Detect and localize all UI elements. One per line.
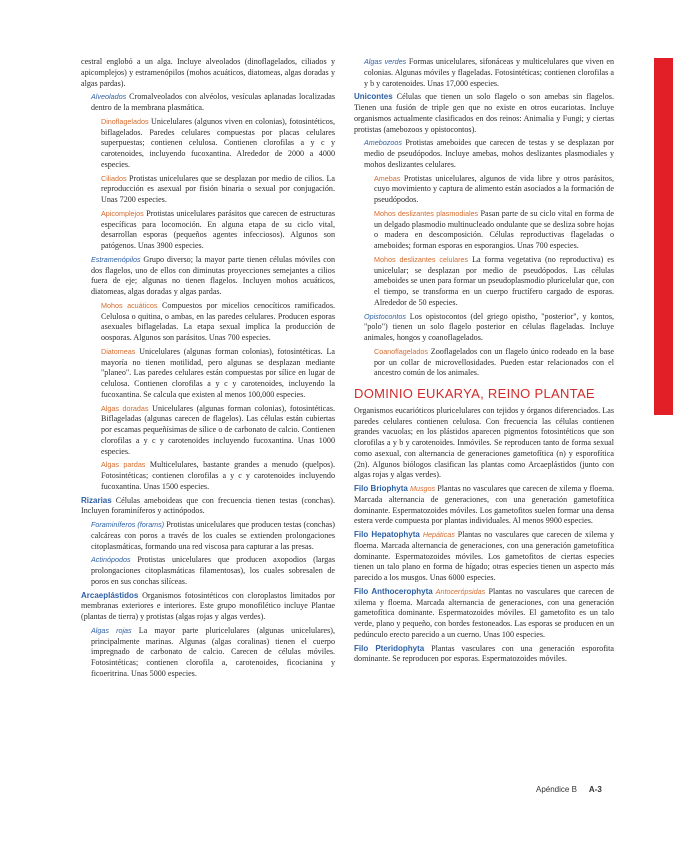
entry-term: Algas pardas (101, 460, 146, 470)
entry-term: Musgos (407, 484, 436, 493)
entry-paragraph (81, 92, 335, 114)
entry-text: Cromalveolados con alvéolos, vesículas aplanadas localizadas dentro de la membrana plasmática. (91, 92, 335, 112)
entry-paragraph (81, 174, 335, 206)
entry-paragraph (354, 530, 614, 584)
entry-paragraph (354, 209, 614, 252)
entry-text: La forma vegetativa (no reproductiva) es unicelular; se desplazan por medio de pseudópodos. Las células ameboides se unen para formar un pseudoplasmodio pluricelular que, con el tiempo, se transforma en un cuerpo fructífero cargado de esporas. Alrededor de 50 especies. (374, 254, 614, 307)
entry-paragraph (81, 255, 335, 298)
entry-text: Los opistocontos (del griego opistho, "posterior", y kontos, "polo") tienen un solo flagelo posterior en células flageladas. Incluye animales, hongos y coanoflagelados. (364, 311, 614, 342)
entry-paragraph (81, 301, 335, 344)
entry-text: Plantas no vasculares que carecen de xilema y floema. Marcada alternancia de generaciones, con una generación gametofítica dominante. Espermatozoides móviles. Los gametofitos suelen formar una densa estera verde compuesta por plantas individuales. Al menos 9900 especies. (354, 484, 614, 526)
entry-paragraph (354, 57, 614, 89)
entry-term: Mohos acuáticos (101, 300, 158, 310)
entry-text: Unicelulares (algunas forman colonias), fotosintéticas. Biflageladas (algunas carecen de flagelos). Las células están cubiertas por escamas pequeñísimas de sílice o de carbonato de calcio. Contienen clorofilas a y c y carotenoides incluyendo fucoxantina. Unas 1000 especies. (101, 403, 335, 456)
entry-text: Plantas vasculares con una generación esporofita dominante. Se reproducen por esporas. Espermatozoides móviles. (354, 643, 615, 664)
left-column (81, 57, 335, 683)
entry-term: Algas doradas (101, 403, 149, 413)
entry-text: Zooflagelados con un flagelo único rodeado en la base por un collar de microvellosidades. Pueden estar relacionados con el ancestro común de los animales. (374, 346, 614, 378)
entry-term: Opistocontos (364, 311, 406, 321)
entry-term: Algas verdes (364, 57, 407, 66)
entry-text: Compuestos por micelios cenocíticos ramificados. Celulosa o quitina, o ambas, en las paredes celulares. Producen esporas asexuales biflageladas. La etapa sexual implica la producción de oosporas. Algunos son parásitos. Unas 700 especies. (101, 300, 335, 342)
entry-paragraph (354, 406, 614, 481)
entry-paragraph (81, 57, 335, 89)
plantae-section (354, 406, 614, 665)
entry-text: Plantas no vasculares que carecen de xilema y floema. Marcada alternancia de generaciones, con una generación gametofítica dominante. Espermatozoides móviles. El gametofito es un talo verde, plano y pequeño, con bordes festoneados. Las esporas se producen en un pedúnculo erecto parecido a un cuerno. Unas 100 especies. (354, 586, 614, 639)
entry-paragraph (81, 209, 335, 252)
entry-text: La mayor parte pluricelulares (algunas unicelulares), principalmente marinas. Algunas (algas coralinas) tienen el cuerpo impregnado de carbonato de calcio. Carecen de células móviles. Fotosintéticas; contienen clorofila a, carotenoides, ficocianina y ficoeritrina. Unas 5000 especies. (91, 625, 335, 678)
entry-term: Hepáticas (419, 530, 455, 539)
footer-label: Apéndice B (536, 785, 577, 794)
entry-term: Amebas (374, 173, 401, 183)
page-footer (536, 785, 602, 794)
entry-text: Pasan parte de su ciclo vital en forma de un delgado plasmodio multinucleado ondulante que se desliza sobre hojas o madera en descomposición. Células reproductivas flageladas o ameboides; forman esporas en esporangios. Unas 700 especies. (374, 208, 614, 250)
entry-text: Protistas unicelulares, algunos de vida libre y otros parásitos, cuyo movimiento y captura de alimento están asociados a la formación de pseudópodos. (374, 173, 614, 204)
entry-paragraph (354, 174, 614, 206)
entry-term: Mohos deslizantes plasmodiales (374, 208, 479, 218)
entry-term: Algas rojas (91, 625, 132, 635)
entry-term: Filo Anthocerophyta (354, 586, 433, 596)
entry-paragraph (81, 591, 335, 623)
entry-paragraph (354, 312, 614, 344)
entry-term: Coanoflagelados (374, 346, 428, 356)
entry-paragraph (81, 520, 335, 552)
entry-term: Ciliados (101, 173, 127, 183)
entry-term: Actinópodos (91, 555, 131, 565)
entry-text: Protistas unicelulares que producen axopodios (largas prolongaciones citoplasmáticas filamentosas), los cuales sobresalen de poros en sus conchas silíceas. (91, 555, 335, 586)
entry-text: Grupo diverso; la mayor parte tienen células móviles con dos flagelos, uno de ellos con diminutas proyecciones semejantes a cilios fuera de eje; algunas no tienen flagelos. Incluyen mohos acuáticos, diatomeas, algas doradas y algas pardas. (91, 254, 335, 296)
entry-term: Apicomplejos (101, 208, 144, 218)
entry-paragraph (354, 347, 614, 379)
entry-paragraph (354, 255, 614, 309)
entry-term: Antocerópsidas (432, 586, 486, 596)
entry-term: Dinoflagelados (101, 116, 149, 126)
entry-text: Organismos fotosintéticos con cloroplastos limitados por membranas exteriores e interiores. Este grupo monofilético incluye Plantae (plantas de tierra) y protistas (algas rojas y algas verdes). (81, 590, 335, 621)
entry-term: Unicontes (354, 92, 393, 102)
entry-term: Filo Briophyta (354, 484, 408, 493)
entry-paragraph (81, 496, 335, 518)
entry-text: Protistas unicelulares que producen testas (conchas) calcáreas con poros a través de los cuales se extienden prolongaciones citoplasmáticas, formando una red viscosa para capturar a las presas. (91, 520, 335, 551)
entry-text: Protistas unicelulares que se desplazan por medio de cilios. La reproducción es asexual por fisión binaria o sexual por conjugación. Unas 7200 especies. (101, 173, 335, 204)
entry-paragraph (81, 460, 335, 492)
entry-term: Arcaeplástidos (81, 590, 139, 600)
entry-text: Multicelulares, bastante grandes a menudo (quelpos). Fotosintéticas; contienen clorofilas a y c y carotenoides incluyendo fucoxantina. Unas 1500 especies. (101, 460, 335, 491)
entry-paragraph (81, 117, 335, 171)
entry-term: Foraminíferos (forams) (91, 520, 165, 529)
entry-paragraph (354, 644, 614, 666)
entry-paragraph (354, 587, 614, 641)
entry-text: Organismos eucarióticos pluricelulares con tejidos y órganos diferenciados. Las paredes celulares contienen celulosa. Con frecuencia las células contienen grandes vacuolas; en los plástidos aparecen pigmentos fotosintéticos que son clorofilas a y b y carotenoides. Inmóviles. Se reproducen tanto de forma sexual como asexual, con alternancia de generaciones gametofítica (n) y esporofítica (2n). Algunos biólogos clasifican las plantas como Arcaeplástidos (junto con algas rojas y algas verdes). (354, 405, 614, 480)
entry-text: Unicelulares (algunas forman colonias), fotosintéticas. La mayoría no tienen motilidad, pero algunas se desplazan mediante "planeo". Las paredes celulares están compuestas por sílice en lugar de celulosa. Contienen clorofilas a y c y carotenoides, incluyendo la fucoxantina. Se calcula que existen al menos 100,000 especies. (101, 346, 335, 399)
page-number: A-3 (588, 785, 602, 794)
entry-text: Protistas ameboides que carecen de testas y se desplazan por medio de pseudópodos. Incluye amebas, mohos deslizantes plasmodiales y mohos deslizantes celulares. (364, 138, 614, 169)
protista-continued (354, 57, 614, 379)
entry-paragraph (81, 626, 335, 680)
entry-term: Filo Pteridophyta (354, 643, 425, 653)
entry-text: Formas unicelulares, sifonáceas y multicelulares que viven en colonias. Algunas móviles y flageladas. Fotosintéticas; contienen clorofilas a y b y carotenoides. Unas 17,000 especies. (364, 57, 614, 88)
entry-text: Células ameboideas que con frecuencia tienen testas (conchas). Incluyen foraminíferos y actinópodos. (81, 495, 335, 516)
section-title: DOMINIO EUKARYA, REINO PLANTAE (354, 386, 595, 401)
entry-text: Plantas no vasculares que carecen de xilema y floema. Marcada alternancia de generaciones, con una generación gametofítica dominante. Espermatozoides móviles. Los gametofitos de ciertas especies tienen un talo plano en forma de hígado; otras especies tienen un aspecto más parecido a los musgos. Unas 6000 especies. (354, 530, 614, 582)
entry-text: cestral englobó a un alga. Incluye alveolados (dinoflagelados, ciliados y apicomplejos) y estramenópilos (mohos acuáticos, diatomeas, algas doradas y algas pardas). (81, 57, 335, 88)
entry-term: Amebozoos (364, 138, 402, 148)
entry-paragraph (81, 404, 335, 458)
entry-term: Filo Hepatophyta (354, 530, 420, 539)
entry-paragraph (354, 484, 614, 527)
entry-term: Mohos deslizantes celulares (374, 254, 469, 264)
entry-paragraph (81, 555, 335, 587)
entry-text: Protistas unicelulares parásitos que carecen de estructuras específicas para locomoción. En alguna etapa de su ciclo vital, desarrollan esporas (pequeños agentes infecciosos). Algunos son patógenos. Unas 3900 especies. (101, 208, 335, 250)
right-column (354, 57, 614, 668)
entry-text: Unicelulares (algunos viven en colonias), fotosintéticos, biflagelados. Paredes celulares compuestas por placas celulares superpuestas; contienen celulosa. Contienen clorofilas a y c y carotenoides, incluyendo fucoxantina. Alrededor de 2000 a 4000 especies. (101, 116, 335, 169)
entry-term: Diatomeas (101, 346, 136, 356)
entry-text: Células que tienen un solo flagelo o son amebas sin flagelos. Tienen una fusión de triple gen que no existe en otros eucariotas. Incluye organismos actualmente clasificados en dos reinos: Animalia y Fungi; y ciertas protistas (amebozoos y opistocontos). (354, 92, 614, 134)
entry-paragraph (354, 138, 614, 170)
entry-term: Alveolados (91, 92, 127, 102)
entry-term: Estramenópilos (91, 254, 141, 264)
appendix-tab-marker (654, 58, 673, 415)
entry-paragraph (81, 347, 335, 401)
entry-paragraph (354, 92, 614, 135)
entry-term: Rizarias (81, 495, 112, 505)
